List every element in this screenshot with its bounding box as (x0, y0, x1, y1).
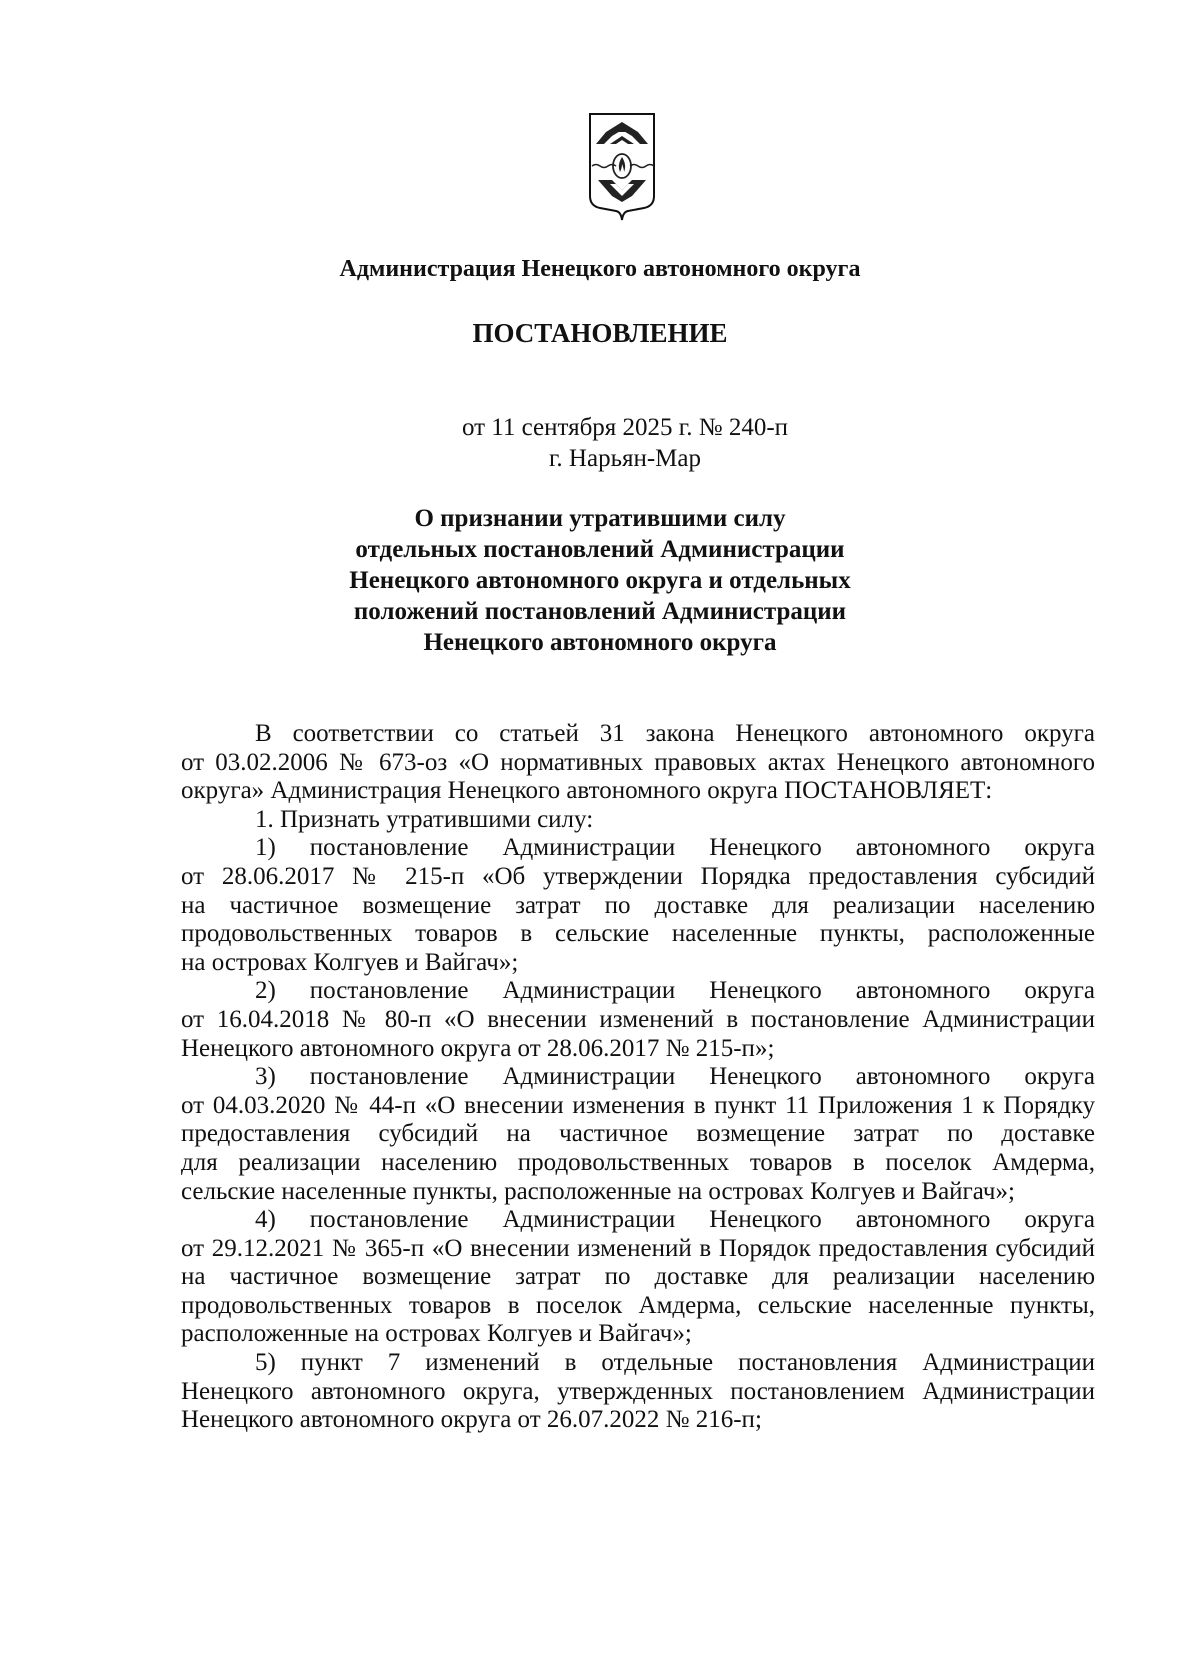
text-line: 2) постановление Администрации Ненецкого автономного округа (255, 977, 1095, 1005)
subject-line: Ненецкого автономного округа и отдельных (349, 567, 851, 594)
text-line: Ненецкого автономного округа, утвержденных постановлением Администрации (181, 1377, 1095, 1405)
text-line: на частичное возмещение затрат по доставке для реализации населению (181, 891, 1095, 919)
text-line: сельские населенные пункты, расположенные на островах Колгуев и Вайгач»; (181, 1177, 1015, 1205)
subject-line: О признании утратившими силу (414, 505, 786, 532)
text-line: 3) постановление Администрации Ненецкого автономного округа (255, 1063, 1095, 1091)
document-body (181, 720, 1095, 1435)
text-line: 5) пункт 7 изменений в отдельные постановления Администрации (255, 1349, 1095, 1377)
text-line: предоставления субсидий на частичное возмещение затрат по доставке (181, 1120, 1095, 1148)
intro-paragraph (181, 720, 1095, 806)
text-line: 4) постановление Администрации Ненецкого автономного округа (255, 1206, 1095, 1234)
text-line: 1. Признать утратившими силу: (255, 805, 594, 833)
text-line: на частичное возмещение затрат по доставке для реализации населению (181, 1263, 1095, 1291)
list-item (181, 1063, 1095, 1206)
coat-of-arms-emblem-icon (586, 110, 658, 224)
list-item (181, 834, 1095, 977)
subject-line: отдельных постановлений Администрации (355, 536, 845, 563)
text-line: на островах Колгуев и Вайгач»; (181, 948, 519, 976)
text-line: Ненецкого автономного округа от 28.06.2017 № 215-п»; (181, 1034, 775, 1062)
text-line: для реализации населению продовольственных товаров в поселок Амдерма, (181, 1148, 1095, 1176)
document-place: г. Нарьян-Мар (548, 445, 701, 472)
text-line: от 03.02.2006 № 673-оз «О нормативных правовых актах Ненецкого автономного (181, 748, 1095, 776)
subject-line: Ненецкого автономного округа (423, 629, 777, 656)
subject-line: положений постановлений Администрации (353, 598, 847, 625)
text-line: продовольственных товаров в поселок Амдерма, сельские населенные пункты, (181, 1291, 1095, 1319)
text-line: В соответствии со статьей 31 закона Ненецкого автономного округа (255, 720, 1095, 747)
text-line: 1) постановление Администрации Ненецкого автономного округа (255, 834, 1095, 862)
text-line: от 04.03.2020 № 44-п «О внесении изменения в пункт 11 Приложения 1 к Порядку (181, 1091, 1095, 1119)
text-line: округа» Администрация Ненецкого автономного округа ПОСТАНОВЛЯЕТ: (181, 777, 993, 805)
list-item (181, 1349, 1095, 1435)
text-line: от 29.12.2021 № 365-п «О внесении изменений в Порядок предоставления субсидий (181, 1234, 1095, 1262)
document-type-heading: ПОСТАНОВЛЕНИЕ (472, 318, 728, 348)
clause-1 (181, 806, 1095, 835)
organization-title: Администрация Ненецкого автономного округа (339, 256, 861, 282)
text-line: Ненецкого автономного округа от 26.07.2022 № 216-п; (181, 1406, 762, 1434)
document-subject (0, 503, 1200, 658)
list-item (181, 977, 1095, 1063)
document-date-number: от 11 сентября 2025 г. № 240-п (461, 414, 789, 441)
list-item (181, 1206, 1095, 1349)
text-line: от 16.04.2018 № 80-п «О внесении изменений в постановление Администрации (181, 1005, 1095, 1033)
text-line: от 28.06.2017 № 215-п «Об утверждении Порядка предоставления субсидий (181, 862, 1095, 890)
text-line: продовольственных товаров в сельские населенные пункты, расположенные (181, 920, 1095, 948)
text-line: расположенные на островах Колгуев и Вайгач»; (181, 1320, 692, 1348)
